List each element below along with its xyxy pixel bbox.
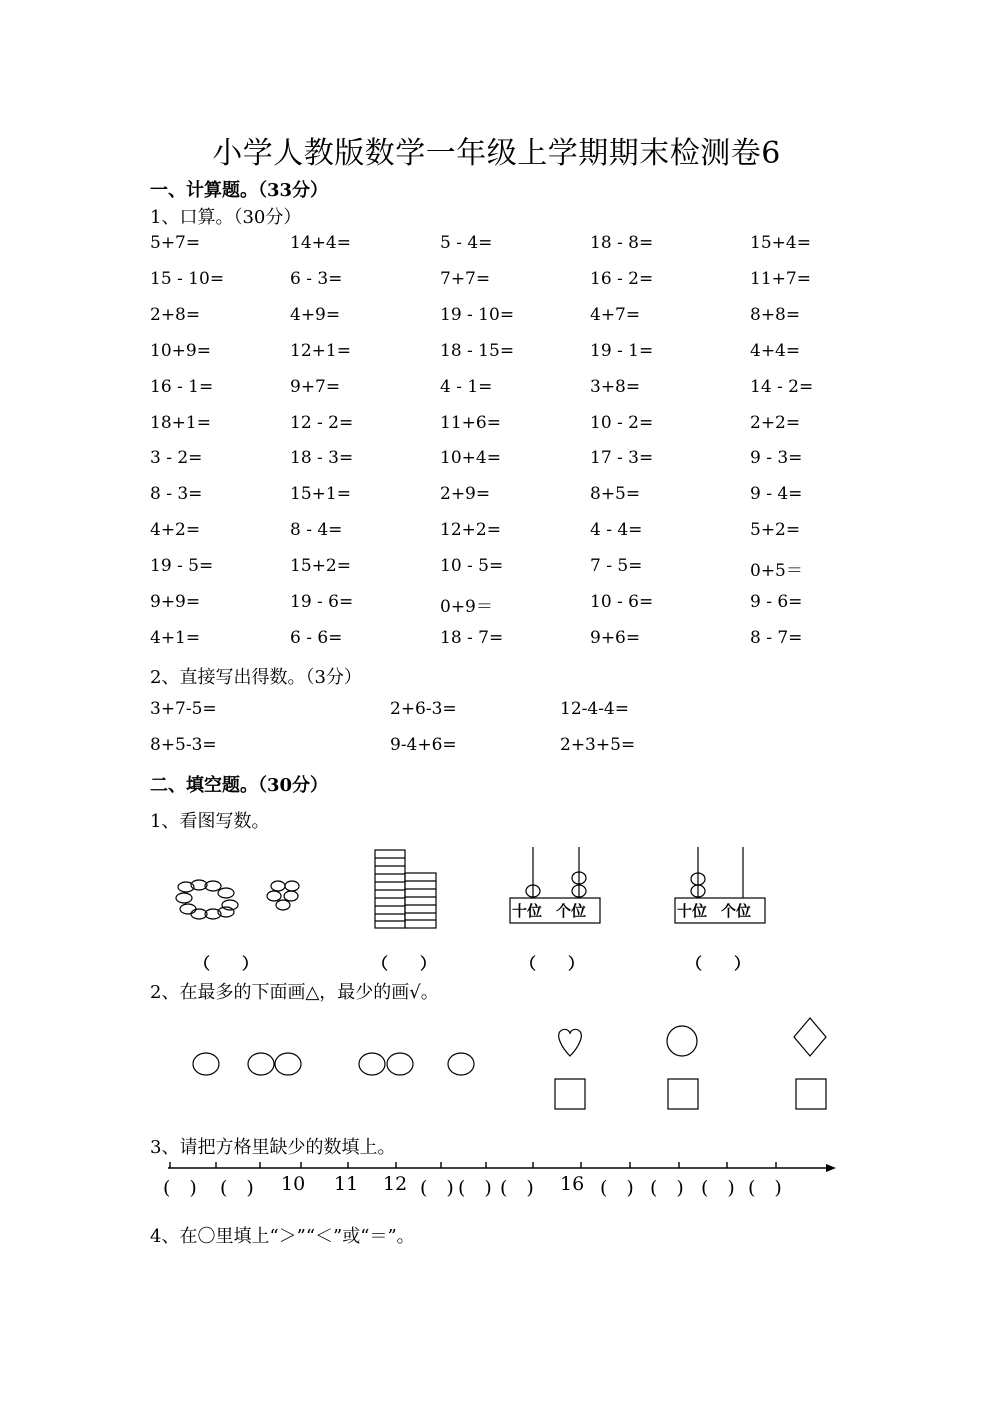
answer-blank-1[interactable]: （ ）: [194, 954, 259, 973]
oral-problem: 14 - 2=: [750, 376, 814, 397]
nl-num-11: 11: [334, 1173, 359, 1195]
heart-shape: [559, 1029, 582, 1056]
abacus2-tens-label: 十位: [677, 902, 708, 920]
s2-q2-heading: 2、在最多的下面画△，最少的画√。: [150, 982, 439, 1003]
ovals-group-5: [267, 881, 299, 910]
oral-problem: 4 - 1=: [440, 376, 493, 397]
oral-problem: 6 - 3=: [290, 268, 343, 289]
oral-problem: 2+2=: [750, 412, 801, 433]
oral-problem: 7 - 5=: [590, 556, 643, 577]
answer-box-1: [555, 1079, 585, 1109]
nl-num-16: 16: [560, 1173, 585, 1195]
oral-problem: 0+9＝: [440, 597, 493, 617]
oral-problem: 4+4=: [750, 340, 801, 361]
oral-problem: 19 - 6=: [290, 592, 354, 612]
oral-problem: 8+8=: [750, 304, 801, 325]
oral-problem: 16 - 1=: [150, 376, 214, 397]
nl-blank-3[interactable]: ( ): [420, 1177, 454, 1199]
bundle-sticks: [375, 850, 436, 928]
oral-problem: 9 - 6=: [750, 592, 803, 612]
oral-problem: 14+4=: [290, 233, 351, 253]
oral-problem: 19 - 10=: [440, 304, 515, 325]
oral-problem: 9 - 3=: [750, 448, 803, 469]
q2-problem: 3+7-5=: [150, 699, 217, 719]
oral-problem: 5+7=: [150, 233, 201, 253]
s2-q3-heading: 3、请把方格里缺少的数填上。: [150, 1137, 396, 1158]
oral-problem: 17 - 3=: [590, 448, 654, 469]
q2-problem: 2+3+5=: [560, 735, 636, 755]
oral-problem: 12+1=: [290, 340, 351, 361]
oral-problem: 6 - 6=: [290, 627, 343, 648]
section1-heading: 一、计算题。（33分）: [150, 180, 329, 201]
oral-problem: 10 - 6=: [590, 592, 654, 612]
oral-problem: 10+9=: [150, 340, 211, 361]
nl-blank-4[interactable]: ( ): [458, 1177, 492, 1199]
oral-problem: 19 - 5=: [150, 556, 214, 577]
answer-blank-2[interactable]: （ ）: [372, 954, 437, 973]
oral-problem: 9+9=: [150, 592, 201, 612]
ovals-group-10: [176, 880, 238, 919]
number-line: [168, 1162, 836, 1172]
nl-blank-2[interactable]: ( ): [220, 1177, 254, 1199]
oral-problem: 2+9=: [440, 484, 491, 505]
oral-problem: 10 - 5=: [440, 556, 504, 577]
oral-problem: 9 - 4=: [750, 484, 803, 505]
oral-problem: 9+6=: [590, 627, 641, 648]
answer-blank-4[interactable]: （ ）: [686, 954, 751, 973]
oral-problem: 15+2=: [290, 556, 351, 577]
nl-blank-6[interactable]: ( ): [600, 1177, 634, 1199]
oral-problem: 10 - 2=: [590, 412, 654, 433]
oral-problem: 19 - 1=: [590, 340, 654, 361]
nl-blank-9[interactable]: ( ): [748, 1177, 782, 1199]
nl-blank-5[interactable]: ( ): [500, 1177, 534, 1199]
s2-q4-heading: 4、在〇里填上“＞”“＜”或“＝”。: [150, 1226, 415, 1247]
oral-problem: 12 - 2=: [290, 412, 354, 433]
answer-box-3: [796, 1079, 826, 1109]
oral-problem: 5+2=: [750, 520, 801, 541]
nl-num-10: 10: [281, 1173, 306, 1195]
circle-shape: [667, 1026, 697, 1056]
abacus1-tens-label: 十位: [512, 902, 543, 920]
oral-problem: 18 - 7=: [440, 627, 504, 648]
oral-problem: 4+1=: [150, 627, 201, 648]
section2-heading: 二、填空题。（30分）: [150, 775, 329, 796]
s2-q1-heading: 1、看图写数。: [150, 811, 270, 832]
q2-problem: 8+5-3=: [150, 735, 217, 755]
oral-problem: 18 - 3=: [290, 448, 354, 469]
page-title: 小学人教版数学一年级上学期期末检测卷6: [212, 136, 781, 171]
q2-heading: 2、直接写出得数。（3分）: [150, 667, 362, 688]
oral-problem: 2+8=: [150, 304, 201, 325]
oral-problem: 8+5=: [590, 484, 641, 505]
nl-num-12: 12: [383, 1173, 408, 1195]
oral-problem: 15+1=: [290, 484, 351, 505]
answer-box-2: [668, 1079, 698, 1109]
q2-problem: 2+6-3=: [390, 699, 457, 719]
answer-blank-3[interactable]: （ ）: [520, 954, 585, 973]
diamond-shape: [794, 1018, 826, 1056]
nl-blank-8[interactable]: ( ): [701, 1177, 735, 1199]
oral-problem: 10+4=: [440, 448, 501, 469]
q2-problem: 12-4-4=: [560, 699, 629, 719]
oral-problem: 3 - 2=: [150, 448, 203, 469]
nl-blank-1[interactable]: ( ): [163, 1177, 197, 1199]
oral-problem: 18 - 15=: [440, 340, 515, 361]
oral-problem: 3+8=: [590, 376, 641, 397]
oral-problem: 4+2=: [150, 520, 201, 541]
oral-problem: 11+6=: [440, 412, 501, 433]
circles-group: [193, 1053, 474, 1075]
oral-problem: 18 - 8=: [590, 233, 654, 253]
oral-problem: 7+7=: [440, 268, 491, 289]
oral-problem: 12+2=: [440, 520, 501, 541]
oral-problem: 15+4=: [750, 233, 811, 253]
nl-blank-7[interactable]: ( ): [650, 1177, 684, 1199]
oral-problem: 9+7=: [290, 376, 341, 397]
oral-problem: 8 - 4=: [290, 520, 343, 541]
oral-problem: 4 - 4=: [590, 520, 643, 541]
oral-problem: 4+7=: [590, 304, 641, 325]
oral-problem: 11+7=: [750, 268, 811, 289]
oral-problem: 15 - 10=: [150, 268, 225, 289]
abacus1-ones-label: 个位: [556, 902, 587, 920]
oral-problem: 18+1=: [150, 412, 211, 433]
q2-problem: 9-4+6=: [390, 735, 457, 755]
oral-problem: 0+5＝: [750, 561, 803, 582]
abacus2-ones-label: 个位: [721, 902, 752, 920]
oral-problem: 16 - 2=: [590, 268, 654, 289]
oral-problem: 4+9=: [290, 304, 341, 325]
oral-problem: 8 - 7=: [750, 627, 803, 648]
q1-heading: 1、口算。（30分）: [150, 207, 302, 228]
oral-problem: 5 - 4=: [440, 233, 493, 253]
oral-problem: 8 - 3=: [150, 484, 203, 505]
